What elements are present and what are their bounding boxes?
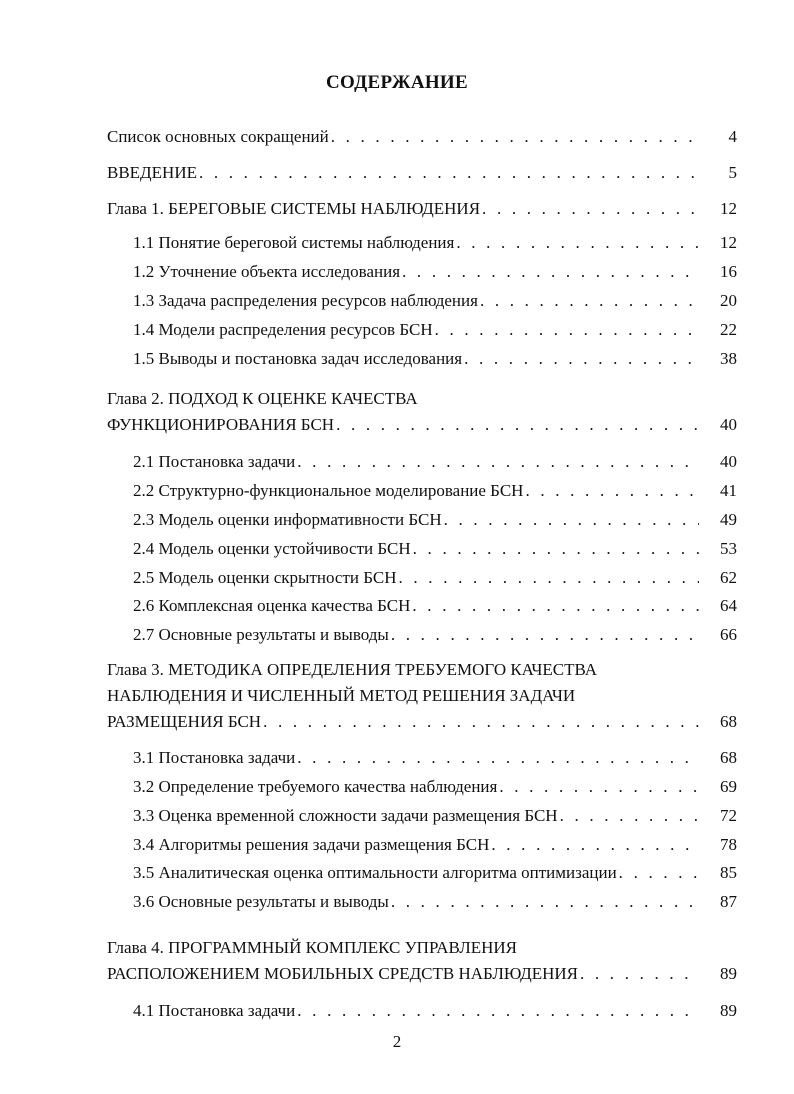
toc-entry-page: 53 bbox=[720, 539, 737, 558]
toc-section-entry bbox=[133, 510, 737, 530]
toc-leader-dots bbox=[297, 748, 699, 768]
toc-entry-label: ФУНКЦИОНИРОВАНИЯ БСН bbox=[107, 415, 335, 434]
toc-leader-dots bbox=[456, 233, 699, 253]
toc-chapter-entry bbox=[107, 415, 737, 435]
toc-entry bbox=[107, 163, 737, 183]
toc-section-entry bbox=[133, 1001, 737, 1021]
toc-entry-page: 62 bbox=[720, 568, 737, 587]
toc-entry-page: 41 bbox=[720, 481, 737, 500]
toc-leader-dots bbox=[435, 320, 699, 340]
toc-leader-dots bbox=[402, 262, 699, 282]
toc-leader-dots bbox=[619, 863, 699, 883]
toc-chapter-entry bbox=[107, 199, 737, 219]
toc-entry-label: 1.1 Понятие береговой системы наблюдения bbox=[133, 233, 455, 252]
toc-leader-dots bbox=[412, 596, 699, 616]
toc-leader-dots bbox=[413, 539, 699, 559]
toc-entry-label: 4.1 Постановка задачи bbox=[133, 1001, 296, 1020]
toc-entry-page: 78 bbox=[720, 835, 737, 854]
toc-entry-label: 1.3 Задача распределения ресурсов наблюдения bbox=[133, 291, 478, 310]
toc-leader-dots bbox=[399, 568, 700, 588]
toc-leader-dots bbox=[464, 349, 699, 369]
toc-entry-label: 2.6 Комплексная оценка качества БСН bbox=[133, 596, 411, 615]
toc-entry-label: 2.7 Основные результаты и выводы bbox=[133, 625, 389, 644]
toc-entry-page: 68 bbox=[720, 712, 737, 731]
toc-entry-label: РАЗМЕЩЕНИЯ БСН bbox=[107, 712, 262, 731]
toc-leader-dots bbox=[560, 806, 699, 826]
toc-entry-page: 12 bbox=[720, 199, 737, 218]
toc-entry-page: 87 bbox=[720, 892, 737, 911]
toc-leader-dots bbox=[480, 291, 699, 311]
toc-section-entry bbox=[133, 625, 737, 645]
toc-entry-label: 2.3 Модель оценки информативности БСН bbox=[133, 510, 442, 529]
toc-entry-page: 12 bbox=[720, 233, 737, 252]
toc-leader-dots bbox=[297, 452, 699, 472]
toc-entry-label: 1.2 Уточнение объекта исследования bbox=[133, 262, 401, 281]
toc-entry-page: 4 bbox=[728, 127, 737, 146]
toc-section-entry bbox=[133, 568, 737, 588]
toc-leader-dots bbox=[391, 892, 699, 912]
toc-entry-label: 2.4 Модель оценки устойчивости БСН bbox=[133, 539, 411, 558]
toc-entry-page: 89 bbox=[720, 964, 737, 983]
toc-leader-dots bbox=[491, 835, 699, 855]
toc-section-entry bbox=[133, 539, 737, 559]
toc-section-entry bbox=[133, 349, 737, 369]
toc-entry-label: 2.5 Модель оценки скрытности БСН bbox=[133, 568, 397, 587]
toc-leader-dots bbox=[391, 625, 699, 645]
toc-entry-page: 40 bbox=[720, 415, 737, 434]
toc-entry-page: 72 bbox=[720, 806, 737, 825]
toc-entry bbox=[107, 127, 737, 147]
toc-entry-page: 66 bbox=[720, 625, 737, 644]
toc-section-entry bbox=[133, 291, 737, 311]
toc-entry-page: 68 bbox=[720, 748, 737, 767]
toc-entry-page: 16 bbox=[720, 262, 737, 281]
toc-section-entry bbox=[133, 596, 737, 616]
toc-entry-label: 3.4 Алгоритмы решения задачи размещения БСН bbox=[133, 835, 490, 854]
toc-chapter-title-line: НАБЛЮДЕНИЯ И ЧИСЛЕННЫЙ МЕТОД РЕШЕНИЯ ЗАДАЧИ bbox=[107, 686, 576, 705]
toc-chapter-title-line: Глава 2. ПОДХОД К ОЦЕНКЕ КАЧЕСТВА bbox=[107, 389, 418, 408]
page-number: 2 bbox=[392, 1032, 402, 1051]
toc-entry-label: 3.5 Аналитическая оценка оптимальности алгоритма оптимизации bbox=[133, 863, 617, 882]
toc-entry-label: 2.1 Постановка задачи bbox=[133, 452, 296, 471]
toc-leader-dots bbox=[444, 510, 699, 530]
toc-entry-page: 22 bbox=[720, 320, 737, 339]
toc-section-entry bbox=[133, 481, 737, 501]
toc-section-entry bbox=[133, 748, 737, 768]
toc-entry-page: 89 bbox=[720, 1001, 737, 1020]
toc-section-entry bbox=[133, 806, 737, 826]
toc-chapter-entry bbox=[107, 712, 737, 732]
toc-entry-page: 69 bbox=[720, 777, 737, 796]
toc-leader-dots bbox=[263, 712, 699, 732]
toc-section-entry bbox=[133, 863, 737, 883]
toc-leader-dots bbox=[482, 199, 699, 219]
toc-leader-dots bbox=[199, 163, 699, 183]
toc-entry-page: 5 bbox=[728, 163, 737, 182]
toc-section-entry bbox=[133, 452, 737, 472]
toc-entry-label: 1.4 Модели распределения ресурсов БСН bbox=[133, 320, 433, 339]
toc-chapter-title-line: Глава 4. ПРОГРАММНЫЙ КОМПЛЕКС УПРАВЛЕНИЯ bbox=[107, 938, 518, 957]
toc-entry-page: 40 bbox=[720, 452, 737, 471]
toc-entry-label: 3.3 Оценка временной сложности задачи размещения БСН bbox=[133, 806, 558, 825]
toc-section-entry bbox=[133, 262, 737, 282]
toc-entry-label: 3.1 Постановка задачи bbox=[133, 748, 296, 767]
page-title: СОДЕРЖАНИЕ bbox=[326, 72, 468, 93]
toc-leader-dots bbox=[297, 1001, 699, 1021]
toc-chapter-title-line: Глава 3. МЕТОДИКА ОПРЕДЕЛЕНИЯ ТРЕБУЕМОГО КАЧЕСТВА bbox=[107, 660, 598, 679]
toc-entry-page: 38 bbox=[720, 349, 737, 368]
toc-section-entry bbox=[133, 892, 737, 912]
toc-entry-page: 64 bbox=[720, 596, 737, 615]
toc-entry-label: РАСПОЛОЖЕНИЕМ МОБИЛЬНЫХ СРЕДСТВ НАБЛЮДЕНИЯ bbox=[107, 964, 578, 983]
toc-entry-label: Список основных сокращений bbox=[107, 127, 329, 146]
toc-entry-label: Глава 1. БЕРЕГОВЫЕ СИСТЕМЫ НАБЛЮДЕНИЯ bbox=[107, 199, 481, 218]
toc-entry-label: 1.5 Выводы и постановка задач исследования bbox=[133, 349, 463, 368]
toc-leader-dots bbox=[499, 777, 699, 797]
toc-leader-dots bbox=[331, 127, 699, 147]
toc-section-entry bbox=[133, 233, 737, 253]
toc-entry-label: 3.2 Определение требуемого качества наблюдения bbox=[133, 777, 498, 796]
toc-leader-dots bbox=[525, 481, 699, 501]
toc-entry-page: 49 bbox=[720, 510, 737, 529]
toc-entry-page: 20 bbox=[720, 291, 737, 310]
toc-section-entry bbox=[133, 835, 737, 855]
toc-entry-label: 3.6 Основные результаты и выводы bbox=[133, 892, 389, 911]
toc-entry-page: 85 bbox=[720, 863, 737, 882]
toc-leader-dots bbox=[336, 415, 699, 435]
toc-entry-label: ВВЕДЕНИЕ bbox=[107, 163, 197, 182]
toc-entry-label: 2.2 Структурно-функциональное моделирование БСН bbox=[133, 481, 524, 500]
toc-leader-dots bbox=[580, 964, 699, 984]
toc-section-entry bbox=[133, 777, 737, 797]
toc-section-entry bbox=[133, 320, 737, 340]
toc-chapter-entry bbox=[107, 964, 737, 984]
